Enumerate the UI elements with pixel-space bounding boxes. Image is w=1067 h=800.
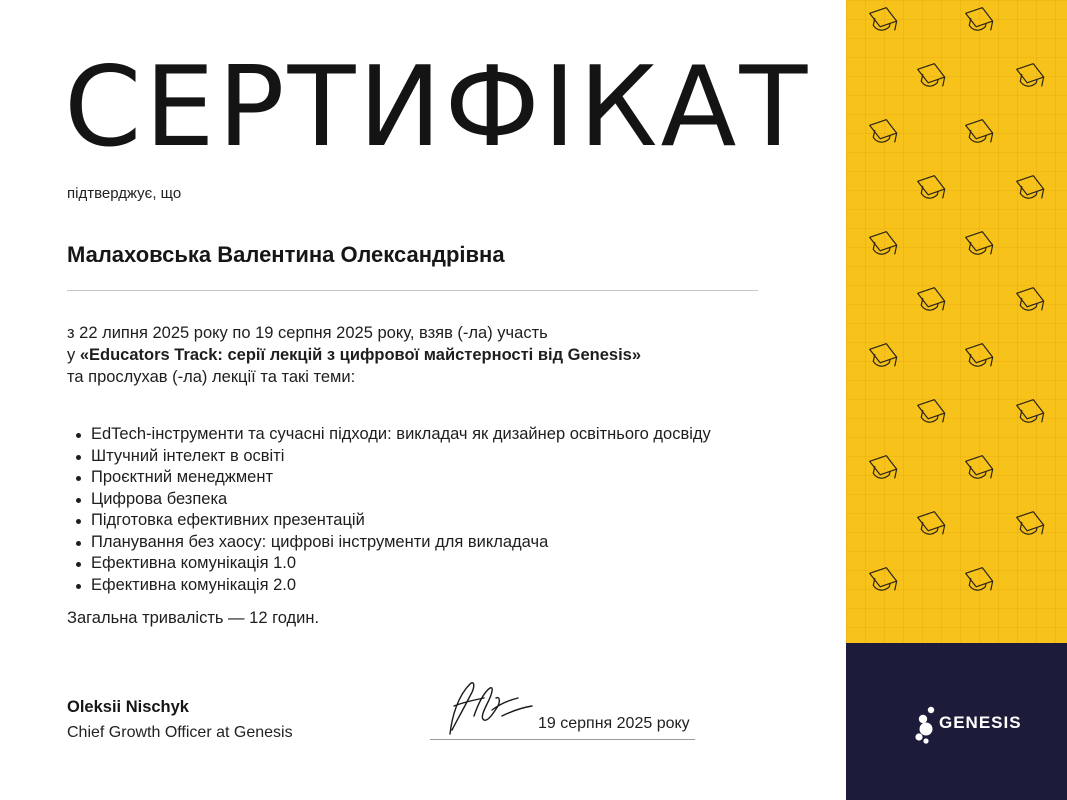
participation-text bbox=[67, 322, 641, 388]
program-name: «Educators Track: серії лекцій з цифрової майстерності від Genesis» bbox=[79, 346, 642, 364]
signer-name: Oleksii Nischyk bbox=[67, 698, 189, 716]
confirms-text: підтверджує, що bbox=[67, 185, 182, 202]
topic-item: Підготовка ефективних презентацій bbox=[67, 510, 711, 532]
topic-item: Проєктний менеджмент bbox=[67, 467, 711, 489]
brand-panel bbox=[846, 643, 1067, 800]
topics-list bbox=[67, 424, 711, 596]
topic-item: Штучний інтелект в освіті bbox=[67, 446, 711, 468]
participation-line-2 bbox=[67, 344, 641, 366]
signature-date: 19 серпня 2025 року bbox=[538, 715, 690, 732]
decorative-sidebar bbox=[846, 0, 1067, 800]
signer-role: Chief Growth Officer at Genesis bbox=[67, 724, 293, 741]
divider bbox=[67, 290, 758, 291]
total-duration: Загальна тривалість — 12 годин. bbox=[67, 609, 320, 627]
topic-item: Ефективна комунікація 2.0 bbox=[67, 575, 711, 597]
topic-item: EdTech-інструменти та сучасні підходи: викладач як дизайнер освітнього досвіду bbox=[67, 424, 711, 446]
genesis-logo-icon bbox=[912, 701, 940, 745]
genesis-logo-text: GENESIS bbox=[939, 713, 1022, 732]
participation-line-3: та прослухав (-ла) лекції та такі теми: bbox=[67, 368, 356, 386]
signature-line bbox=[430, 739, 695, 740]
signature bbox=[440, 676, 536, 738]
participation-line-1: з 22 липня 2025 року по 19 серпня 2025 року, взяв (-ла) участь bbox=[67, 324, 548, 342]
recipient-name: Малаховська Валентина Олександрівна bbox=[67, 242, 505, 267]
topic-item: Цифрова безпека bbox=[67, 489, 711, 511]
topic-item: Ефективна комунікація 1.0 bbox=[67, 553, 711, 575]
program-prefix: у bbox=[67, 346, 80, 364]
certificate-title: СЕРТИФІКАТ bbox=[64, 43, 811, 172]
topic-item: Планування без хаосу: цифрові інструменти для викладача bbox=[67, 532, 711, 554]
graduation-cap-pattern bbox=[846, 0, 1067, 643]
